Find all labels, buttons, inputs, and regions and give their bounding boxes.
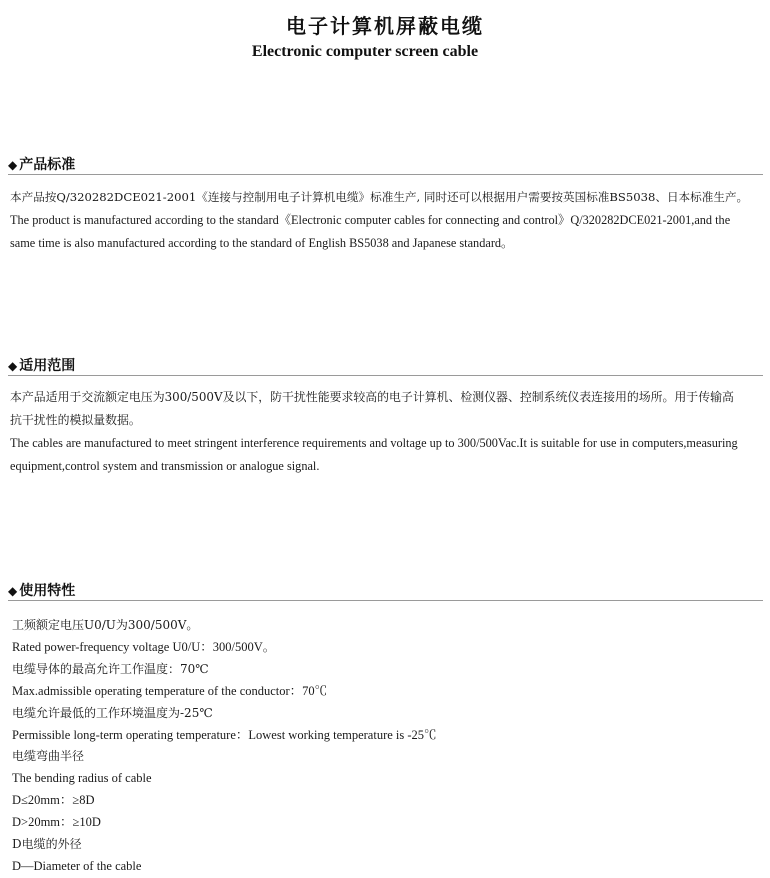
- list-item: 电缆弯曲半径: [12, 749, 85, 764]
- features-list: [12, 615, 752, 878]
- diamond-icon: ◆: [8, 359, 18, 373]
- list-item: D电缆的外径: [12, 837, 82, 852]
- standard-paragraph: [10, 186, 765, 255]
- section-heading-scope: [8, 355, 763, 376]
- list-item: Permissible long-term operating temperature：Lowest working temperature is -25℃: [12, 727, 437, 742]
- section-heading-label: 产品标准: [19, 157, 76, 173]
- list-item: 电缆允许最低的工作环境温度为-25℃: [12, 705, 213, 720]
- scope-text-en-1: The cables are manufactured to meet stringent interference requirements and voltage up to 300/500Vac.It is suitable for use in computers,measuring: [10, 436, 738, 450]
- page-title: 电子计算机屏蔽电缆: [286, 14, 484, 38]
- list-item: D—Diameter of the cable: [12, 858, 142, 873]
- standard-text-en-2: same time is also manufactured according to the standard of English BS5038 and Japanese standard。: [10, 236, 514, 250]
- scope-text-cn-2: 抗干扰性的模拟量数据。: [10, 413, 141, 427]
- list-item: D>20mm：≥10D: [12, 815, 101, 830]
- list-item: Rated power-frequency voltage U0/U：300/500V。: [12, 639, 276, 654]
- section-heading-label: 使用特性: [19, 583, 76, 599]
- list-item: 电缆导体的最高允许工作温度：70℃: [12, 661, 209, 676]
- list-item: D≤20mm：≥8D: [12, 793, 95, 808]
- section-heading-label: 适用范围: [19, 358, 76, 374]
- list-item: The bending radius of cable: [12, 771, 152, 786]
- standard-text-cn: 本产品按Q/320282DCE021-2001《连接与控制用电子计算机电缆》标准生产, 同时还可以根据用户需要按英国标准BS5038、日本标准生产。: [10, 190, 749, 204]
- scope-text-en-2: equipment,control system and transmission or analogue signal.: [10, 459, 320, 473]
- scope-paragraph: [10, 386, 765, 478]
- section-heading-standard: [8, 154, 763, 175]
- section-heading-features: [8, 580, 763, 601]
- diamond-icon: ◆: [8, 158, 18, 172]
- list-item: 工频额定电压U0/U为300/500V。: [12, 618, 199, 632]
- scope-text-cn-1: 本产品适用于交流额定电压为300/500V及以下，防干扰性能要求较高的电子计算机、检测仪器、控制系统仪表连接用的场所。用于传输高: [10, 390, 734, 404]
- standard-text-en-1: The product is manufactured according to the standard《Electronic computer cables for connecting and control》Q/320282DCE021-2001,and the: [10, 213, 731, 227]
- list-item: Max.admissible operating temperature of the conductor：70℃: [12, 683, 328, 698]
- page-subtitle: Electronic computer screen cable: [251, 43, 479, 60]
- diamond-icon: ◆: [8, 584, 18, 598]
